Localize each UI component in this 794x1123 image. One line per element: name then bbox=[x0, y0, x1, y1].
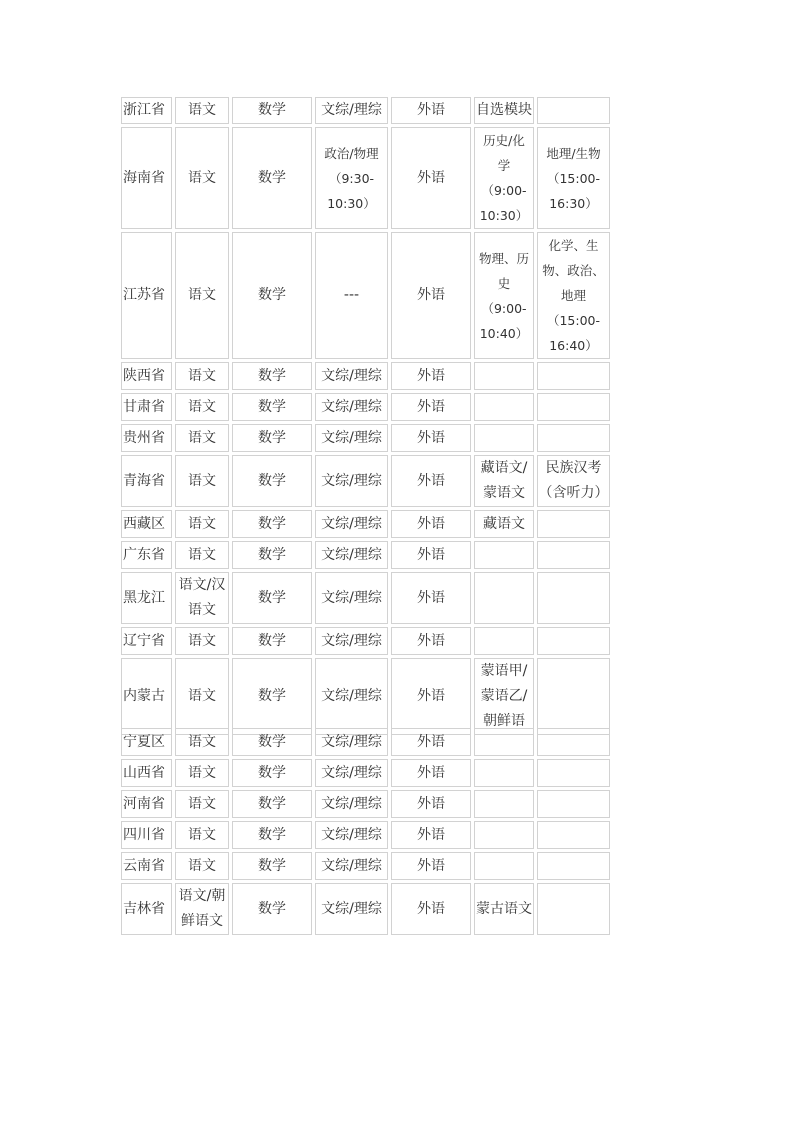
comprehensive-cell bbox=[315, 852, 388, 880]
cell-text: 外语 bbox=[417, 826, 445, 843]
cell-text: 数学 bbox=[258, 515, 286, 532]
cell-text: 数学 bbox=[258, 472, 286, 489]
math-cell bbox=[232, 658, 312, 735]
chinese-cell bbox=[175, 627, 229, 655]
cell-text: 四川省 bbox=[123, 826, 165, 843]
cell-text: 甘肃省 bbox=[123, 398, 165, 415]
cell-text: 宁夏区 bbox=[123, 733, 165, 750]
province-cell bbox=[121, 759, 172, 787]
cell-text: 山西省 bbox=[123, 764, 165, 781]
cell-text: 数学 bbox=[258, 688, 286, 704]
cell-text: （15:00- bbox=[546, 313, 601, 328]
cell-text: 蒙语甲/ bbox=[480, 663, 528, 679]
foreign-language-cell bbox=[391, 541, 471, 569]
foreign-language-cell bbox=[391, 424, 471, 452]
cell-text: 语文/汉 bbox=[178, 577, 226, 593]
cell-text: 政治/物理 bbox=[324, 145, 379, 161]
cell-text: 藏语文 bbox=[483, 515, 525, 532]
cell-text: 外语 bbox=[417, 546, 445, 563]
math-cell bbox=[232, 728, 312, 756]
province-cell bbox=[121, 232, 172, 359]
elective-b-cell bbox=[537, 232, 610, 359]
province-cell bbox=[121, 455, 172, 507]
table-row bbox=[121, 728, 610, 756]
province-cell bbox=[121, 627, 172, 655]
cell-text: 蒙古语文 bbox=[476, 900, 532, 917]
cell-text: 物理、历 bbox=[478, 250, 529, 266]
table-row bbox=[121, 541, 610, 569]
elective-a-cell bbox=[474, 852, 534, 880]
cell-text: 化学、生 bbox=[548, 238, 599, 253]
province-cell bbox=[121, 424, 172, 452]
elective-b-cell bbox=[537, 510, 610, 538]
comprehensive-cell bbox=[315, 97, 388, 124]
cell-text: 蒙语乙/ bbox=[480, 688, 528, 704]
foreign-language-cell bbox=[391, 883, 471, 935]
chinese-cell bbox=[175, 541, 229, 569]
cell-text: 语文 bbox=[188, 102, 216, 118]
province-cell bbox=[121, 97, 172, 124]
cell-text: 贵州省 bbox=[123, 429, 165, 446]
math-cell bbox=[232, 393, 312, 421]
elective-a-cell bbox=[474, 232, 534, 359]
cell-text: 江苏省 bbox=[123, 287, 165, 303]
comprehensive-cell bbox=[315, 510, 388, 538]
elective-a-cell bbox=[474, 424, 534, 452]
math-cell bbox=[232, 572, 312, 624]
cell-text: 数学 bbox=[258, 429, 286, 446]
cell-text: 历史/化 bbox=[483, 133, 525, 148]
elective-b-cell bbox=[537, 572, 610, 624]
math-cell bbox=[232, 232, 312, 359]
cell-text: 地理/生物 bbox=[546, 145, 601, 161]
cell-text: 鲜语文 bbox=[181, 913, 223, 929]
foreign-language-cell bbox=[391, 572, 471, 624]
cell-text: 文综/理综 bbox=[321, 472, 382, 489]
cell-text: 外语 bbox=[417, 900, 445, 917]
cell-text: 文综/理综 bbox=[321, 733, 382, 750]
elective-a-cell bbox=[474, 728, 534, 756]
table-row bbox=[121, 883, 610, 935]
cell-text: 朝鲜语 bbox=[483, 713, 525, 729]
elective-b-cell bbox=[537, 883, 610, 935]
cell-text: 数学 bbox=[258, 764, 286, 781]
table-row bbox=[121, 362, 610, 390]
cell-text: 外语 bbox=[417, 102, 445, 118]
cell-text: 语文 bbox=[188, 857, 216, 874]
elective-a-cell bbox=[474, 759, 534, 787]
foreign-language-cell bbox=[391, 728, 471, 756]
cell-text: 数学 bbox=[258, 826, 286, 843]
cell-text: 外语 bbox=[417, 764, 445, 781]
elective-a-cell bbox=[474, 572, 534, 624]
chinese-cell bbox=[175, 232, 229, 359]
math-cell bbox=[232, 510, 312, 538]
cell-text: 语文 bbox=[188, 602, 216, 618]
elective-b-cell bbox=[537, 541, 610, 569]
comprehensive-cell bbox=[315, 362, 388, 390]
table-row bbox=[121, 424, 610, 452]
cell-text: 黑龙江 bbox=[123, 589, 165, 606]
chinese-cell bbox=[175, 362, 229, 390]
comprehensive-cell bbox=[315, 821, 388, 849]
cell-text: 语文 bbox=[188, 287, 216, 303]
chinese-cell bbox=[175, 790, 229, 818]
province-cell bbox=[121, 790, 172, 818]
elective-b-cell bbox=[537, 362, 610, 390]
cell-text: 文综/理综 bbox=[321, 764, 382, 781]
cell-text: 外语 bbox=[417, 688, 445, 704]
cell-text: 外语 bbox=[417, 287, 445, 303]
cell-text: 语文 bbox=[188, 733, 216, 750]
province-cell bbox=[121, 728, 172, 756]
table-row bbox=[121, 852, 610, 880]
table-row bbox=[121, 97, 610, 124]
cell-text: 内蒙古 bbox=[123, 688, 165, 704]
elective-a-cell bbox=[474, 362, 534, 390]
province-cell bbox=[121, 821, 172, 849]
cell-text: 10:30） bbox=[479, 208, 529, 223]
cell-text: 文综/理综 bbox=[321, 589, 382, 606]
cell-text: 云南省 bbox=[123, 857, 165, 874]
cell-text: 数学 bbox=[258, 733, 286, 750]
cell-text: 辽宁省 bbox=[123, 632, 165, 649]
cell-text: 数学 bbox=[258, 169, 286, 186]
cell-text: 数学 bbox=[258, 900, 286, 917]
cell-text: 数学 bbox=[258, 795, 286, 812]
cell-text: 语文 bbox=[188, 688, 216, 704]
cell-text: 外语 bbox=[417, 857, 445, 874]
cell-text: 外语 bbox=[417, 169, 445, 186]
elective-a-cell bbox=[474, 541, 534, 569]
cell-text: 文综/理综 bbox=[321, 688, 382, 704]
table-row bbox=[121, 759, 610, 787]
chinese-cell bbox=[175, 759, 229, 787]
cell-text: 数学 bbox=[258, 546, 286, 563]
cell-text: 语文 bbox=[188, 515, 216, 532]
elective-b-cell bbox=[537, 627, 610, 655]
foreign-language-cell bbox=[391, 97, 471, 124]
cell-text: 民族汉考 bbox=[545, 460, 602, 476]
foreign-language-cell bbox=[391, 393, 471, 421]
cell-text: 16:30） bbox=[549, 195, 598, 211]
elective-a-cell bbox=[474, 790, 534, 818]
foreign-language-cell bbox=[391, 790, 471, 818]
elective-a-cell bbox=[474, 127, 534, 229]
cell-text: （15:00- bbox=[546, 170, 601, 186]
chinese-cell bbox=[175, 821, 229, 849]
elective-a-cell bbox=[474, 510, 534, 538]
foreign-language-cell bbox=[391, 127, 471, 229]
cell-text: 文综/理综 bbox=[321, 515, 382, 532]
table-row bbox=[121, 790, 610, 818]
cell-text: 语文 bbox=[188, 764, 216, 781]
cell-text: 物、政治、 bbox=[542, 263, 605, 278]
cell-text: 青海省 bbox=[123, 472, 165, 489]
elective-a-cell bbox=[474, 97, 534, 124]
math-cell bbox=[232, 541, 312, 569]
cell-text: 文综/理综 bbox=[321, 795, 382, 812]
elective-b-cell bbox=[537, 852, 610, 880]
foreign-language-cell bbox=[391, 455, 471, 507]
cell-text: （9:30- bbox=[328, 170, 375, 186]
chinese-cell bbox=[175, 97, 229, 124]
cell-text: 外语 bbox=[417, 398, 445, 415]
chinese-cell bbox=[175, 393, 229, 421]
cell-text: 文综/理综 bbox=[321, 398, 382, 415]
cell-text: 浙江省 bbox=[123, 102, 165, 118]
table-row bbox=[121, 232, 610, 359]
foreign-language-cell bbox=[391, 821, 471, 849]
table-row bbox=[121, 510, 610, 538]
province-cell bbox=[121, 852, 172, 880]
province-cell bbox=[121, 393, 172, 421]
cell-text: 外语 bbox=[417, 472, 445, 489]
comprehensive-cell bbox=[315, 127, 388, 229]
comprehensive-cell bbox=[315, 424, 388, 452]
cell-text: 学 bbox=[497, 158, 511, 173]
cell-text: 10:30） bbox=[327, 195, 376, 211]
cell-text: 语文 bbox=[188, 398, 216, 415]
math-cell bbox=[232, 362, 312, 390]
elective-b-cell bbox=[537, 393, 610, 421]
cell-text: 语文 bbox=[188, 367, 216, 384]
cell-text: 外语 bbox=[417, 515, 445, 532]
province-cell bbox=[121, 658, 172, 735]
cell-text: 数学 bbox=[258, 857, 286, 874]
cell-text: 藏语文/ bbox=[480, 460, 528, 476]
cell-text: 文综/理综 bbox=[321, 102, 382, 118]
comprehensive-cell bbox=[315, 393, 388, 421]
cell-text: 文综/理综 bbox=[321, 857, 382, 874]
cell-text: 文综/理综 bbox=[321, 900, 382, 917]
cell-text: 语文 bbox=[188, 632, 216, 649]
elective-a-cell bbox=[474, 393, 534, 421]
comprehensive-cell bbox=[315, 455, 388, 507]
cell-text: 外语 bbox=[417, 367, 445, 384]
comprehensive-cell bbox=[315, 759, 388, 787]
cell-text: 语文 bbox=[188, 169, 216, 186]
province-cell bbox=[121, 541, 172, 569]
chinese-cell bbox=[175, 572, 229, 624]
cell-text: 16:40） bbox=[549, 338, 598, 353]
cell-text: 语文/朝 bbox=[178, 888, 226, 904]
cell-text: 外语 bbox=[417, 589, 445, 606]
comprehensive-cell bbox=[315, 572, 388, 624]
elective-b-cell bbox=[537, 759, 610, 787]
cell-text: 语文 bbox=[188, 795, 216, 812]
elective-a-cell bbox=[474, 883, 534, 935]
cell-text: 广东省 bbox=[123, 546, 165, 563]
chinese-cell bbox=[175, 883, 229, 935]
cell-text: 语文 bbox=[188, 826, 216, 843]
comprehensive-cell bbox=[315, 627, 388, 655]
math-cell bbox=[232, 424, 312, 452]
cell-text: 陕西省 bbox=[123, 367, 165, 384]
foreign-language-cell bbox=[391, 658, 471, 735]
foreign-language-cell bbox=[391, 362, 471, 390]
elective-a-cell bbox=[474, 455, 534, 507]
math-cell bbox=[232, 127, 312, 229]
province-cell bbox=[121, 510, 172, 538]
table-row bbox=[121, 658, 610, 735]
cell-text: --- bbox=[343, 287, 360, 303]
foreign-language-cell bbox=[391, 759, 471, 787]
table-row bbox=[121, 821, 610, 849]
comprehensive-cell bbox=[315, 883, 388, 935]
elective-a-cell bbox=[474, 821, 534, 849]
chinese-cell bbox=[175, 424, 229, 452]
cell-text: 外语 bbox=[417, 632, 445, 649]
foreign-language-cell bbox=[391, 232, 471, 359]
cell-text: 自选模块 bbox=[476, 102, 532, 118]
table-row bbox=[121, 393, 610, 421]
cell-text: 史 bbox=[497, 275, 511, 291]
foreign-language-cell bbox=[391, 510, 471, 538]
cell-text: （9:00- bbox=[481, 183, 527, 198]
cell-text: 海南省 bbox=[123, 169, 165, 186]
cell-text: 数学 bbox=[258, 589, 286, 606]
cell-text: 数学 bbox=[258, 632, 286, 649]
elective-b-cell bbox=[537, 424, 610, 452]
province-cell bbox=[121, 572, 172, 624]
table-row bbox=[121, 627, 610, 655]
elective-b-cell bbox=[537, 821, 610, 849]
cell-text: 河南省 bbox=[123, 795, 165, 812]
chinese-cell bbox=[175, 455, 229, 507]
elective-a-cell bbox=[474, 627, 534, 655]
chinese-cell bbox=[175, 728, 229, 756]
comprehensive-cell bbox=[315, 728, 388, 756]
foreign-language-cell bbox=[391, 852, 471, 880]
chinese-cell bbox=[175, 852, 229, 880]
cell-text: （9:00- bbox=[481, 300, 527, 316]
cell-text: 10:40） bbox=[479, 325, 529, 341]
math-cell bbox=[232, 97, 312, 124]
cell-text: 数学 bbox=[258, 287, 286, 303]
table-row bbox=[121, 127, 610, 229]
province-cell bbox=[121, 883, 172, 935]
cell-text: 外语 bbox=[417, 429, 445, 446]
chinese-cell bbox=[175, 658, 229, 735]
province-cell bbox=[121, 127, 172, 229]
cell-text: 语文 bbox=[188, 429, 216, 446]
elective-b-cell bbox=[537, 455, 610, 507]
cell-text: 吉林省 bbox=[123, 900, 165, 917]
chinese-cell bbox=[175, 510, 229, 538]
cell-text: 文综/理综 bbox=[321, 367, 382, 384]
comprehensive-cell bbox=[315, 232, 388, 359]
elective-a-cell bbox=[474, 658, 534, 735]
cell-text: （含听力） bbox=[538, 485, 609, 501]
cell-text: 外语 bbox=[417, 795, 445, 812]
math-cell bbox=[232, 790, 312, 818]
math-cell bbox=[232, 821, 312, 849]
cell-text: 文综/理综 bbox=[321, 632, 382, 649]
math-cell bbox=[232, 455, 312, 507]
math-cell bbox=[232, 883, 312, 935]
math-cell bbox=[232, 759, 312, 787]
elective-b-cell bbox=[537, 728, 610, 756]
elective-b-cell bbox=[537, 97, 610, 124]
exam-subject-table-part-1 bbox=[118, 94, 613, 738]
cell-text: 文综/理综 bbox=[321, 826, 382, 843]
cell-text: 文综/理综 bbox=[321, 546, 382, 563]
table-row bbox=[121, 455, 610, 507]
table-row bbox=[121, 572, 610, 624]
comprehensive-cell bbox=[315, 541, 388, 569]
exam-subject-table-part-2 bbox=[118, 725, 613, 938]
math-cell bbox=[232, 852, 312, 880]
comprehensive-cell bbox=[315, 658, 388, 735]
cell-text: 数学 bbox=[258, 398, 286, 415]
cell-text: 数学 bbox=[258, 102, 286, 118]
cell-text: 语文 bbox=[188, 546, 216, 563]
cell-text: 地理 bbox=[560, 288, 586, 303]
comprehensive-cell bbox=[315, 790, 388, 818]
elective-b-cell bbox=[537, 658, 610, 735]
math-cell bbox=[232, 627, 312, 655]
chinese-cell bbox=[175, 127, 229, 229]
province-cell bbox=[121, 362, 172, 390]
cell-text: 数学 bbox=[258, 367, 286, 384]
cell-text: 西藏区 bbox=[123, 515, 165, 532]
cell-text: 文综/理综 bbox=[321, 429, 382, 446]
cell-text: 语文 bbox=[188, 472, 216, 489]
cell-text: 外语 bbox=[417, 733, 445, 750]
elective-b-cell bbox=[537, 790, 610, 818]
foreign-language-cell bbox=[391, 627, 471, 655]
elective-b-cell bbox=[537, 127, 610, 229]
cell-text: 蒙语文 bbox=[483, 485, 525, 501]
